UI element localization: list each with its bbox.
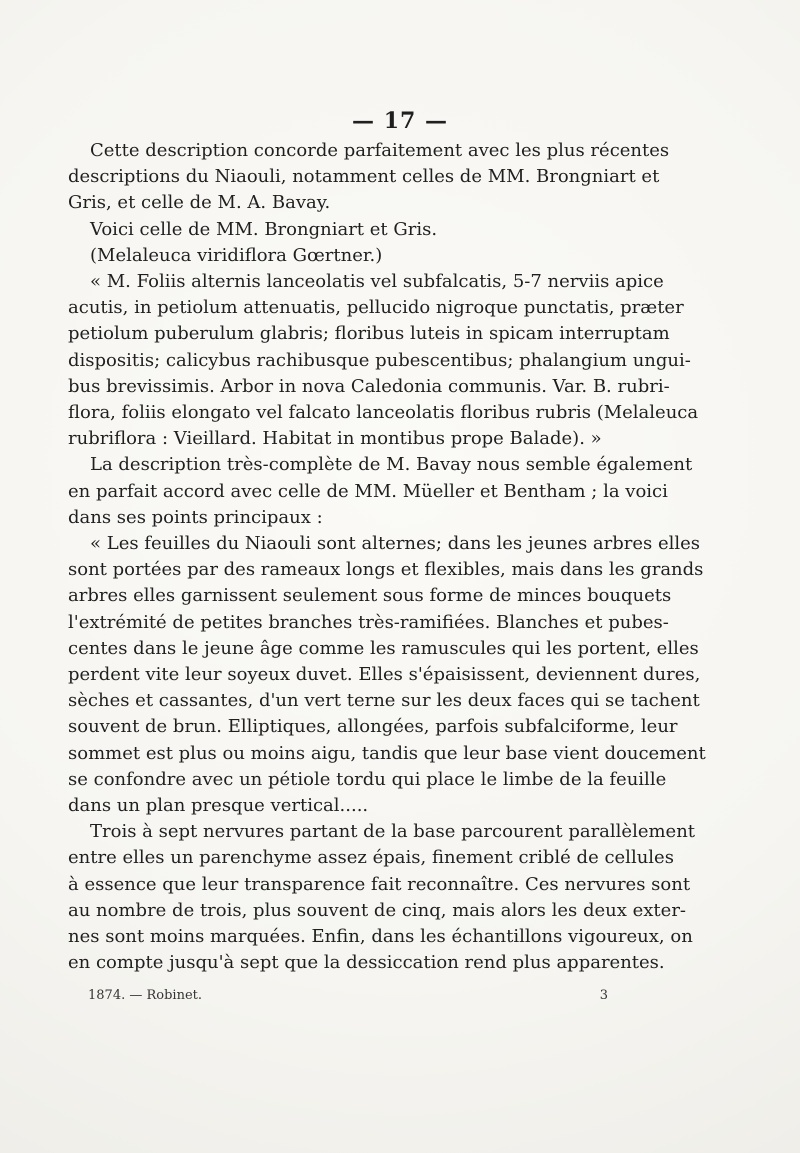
paragraph-2 bbox=[68, 217, 652, 243]
text-line: arbres elles garnissent seulement sous forme de minces bouquets bbox=[68, 585, 672, 607]
paragraph-4 bbox=[68, 269, 699, 452]
body-text bbox=[68, 138, 706, 977]
text-line: entre elles un parenchyme assez épais, finement criblé de cellules bbox=[68, 847, 674, 869]
text-line: perdent vite leur soyeux duvet. Elles s'épaisissent, deviennent dures, bbox=[68, 664, 701, 686]
text-line: rubriflora : Vieillard. Habitat in montibus prope Balade). » bbox=[68, 428, 602, 450]
text-line: sommet est plus ou moins aigu, tandis que leur base vient doucement bbox=[68, 742, 706, 764]
page-number: — 17 — bbox=[352, 108, 448, 134]
signature-mark: 3 bbox=[599, 988, 608, 1003]
text-line: (Melaleuca viridiflora Gœrtner.) bbox=[90, 244, 383, 266]
text-line: à essence que leur transparence fait reconnaître. Ces nervures sont bbox=[68, 873, 691, 895]
text-line: centes dans le jeune âge comme les ramuscules qui les portent, elles bbox=[68, 637, 699, 659]
text-line: en parfait accord avec celle de MM. Müeller et Bentham ; la voici bbox=[68, 480, 668, 502]
text-line: Cette description concorde parfaitement avec les plus récentes bbox=[90, 140, 670, 161]
text-line: acutis, in petiolum attenuatis, pellucido nigroque punctatis, præter bbox=[68, 297, 684, 319]
paragraph-7 bbox=[68, 819, 696, 976]
footer-signature: 1874. — Robinet. bbox=[88, 988, 202, 1003]
text-line: Trois à sept nervures partant de la base parcourent parallèlement bbox=[90, 821, 696, 843]
text-line: dans un plan presque vertical..... bbox=[68, 795, 369, 817]
text-line: « Les feuilles du Niaouli sont alternes; dans les jeunes arbres elles bbox=[90, 533, 701, 555]
text-line: sèches et cassantes, d'un vert terne sur les deux faces qui se tachent bbox=[68, 690, 700, 712]
text-line: descriptions du Niaouli, notamment celles de MM. Brongniart et bbox=[68, 166, 660, 188]
text-line: sont portées par des rameaux longs et flexibles, mais dans les grands bbox=[68, 559, 704, 581]
text-line: Gris, et celle de M. A. Bavay. bbox=[68, 192, 331, 214]
text-line: dans ses points principaux : bbox=[68, 506, 323, 528]
text-line: petiolum puberulum glabris; floribus luteis in spicam interruptam bbox=[68, 323, 670, 345]
text-line: au nombre de trois, plus souvent de cinq, mais alors les deux exter- bbox=[68, 899, 687, 921]
text-line: se confondre avec un pétiole tordu qui place le limbe de la feuille bbox=[68, 768, 667, 790]
paragraph-1 bbox=[68, 138, 670, 217]
text-line: La description très-complète de M. Bavay nous semble également bbox=[90, 454, 693, 476]
paragraph-5 bbox=[68, 452, 693, 531]
text-line: l'extrémité de petites branches très-ramifiées. Blanches et pubes- bbox=[68, 611, 669, 633]
text-line: « M. Foliis alternis lanceolatis vel subfalcatis, 5-7 nerviis apice bbox=[90, 271, 664, 293]
text-line: Voici celle de MM. Brongniart et Gris. bbox=[90, 218, 438, 240]
paragraph-6 bbox=[68, 531, 706, 819]
text-line: dispositis; calicybus rachibusque pubescentibus; phalangium ungui- bbox=[68, 349, 691, 371]
text-line: nes sont moins marquées. Enfin, dans les échantillons vigoureux, on bbox=[68, 926, 693, 948]
text-line: en compte jusqu'à sept que la dessiccation rend plus apparentes. bbox=[68, 952, 665, 974]
text-line: bus brevissimis. Arbor in nova Caledonia communis. Var. B. rubri- bbox=[68, 375, 670, 397]
text-line: flora, foliis elongato vel falcato lanceolatis floribus rubris (Melaleuca bbox=[68, 402, 699, 424]
paragraph-3 bbox=[68, 243, 652, 269]
text-line: souvent de brun. Elliptiques, allongées, parfois subfalciforme, leur bbox=[68, 716, 678, 738]
